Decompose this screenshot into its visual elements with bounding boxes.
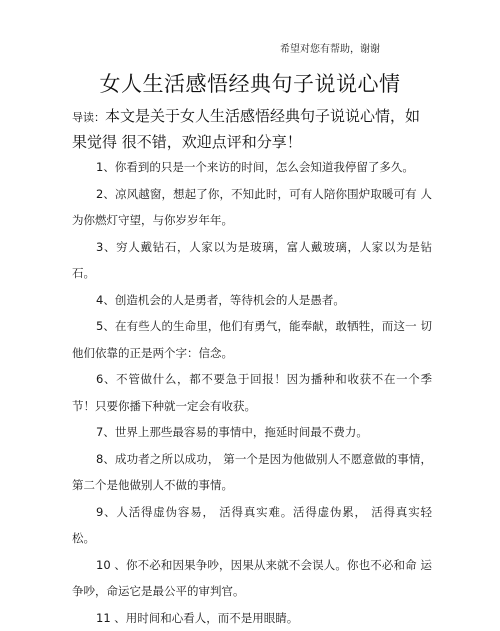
intro-label: 导读：	[72, 111, 105, 124]
list-item: 11 、用时间和心看人，而不是用眼睛。	[72, 605, 432, 631]
list-item: 2、凉风越窗，想起了你，不知此时，可有人陪你围炉取暖可有 人为你燃灯守望，与你岁岁年年。	[72, 181, 432, 234]
list-item: 5、在有些人的生命里，他们有勇气，能奉献，敢牺牲，而这一 切他们依靠的正是两个字：信念。	[72, 313, 432, 366]
intro-paragraph	[72, 104, 432, 155]
list-item: 8、成功者之所以成功， 第一个是因为他做别人不愿意做的事情，第二个是他做别人不做的事情。	[72, 446, 432, 499]
list-item: 6、不管做什么，都不要急于回报！因为播种和收获不在一个季 节！只要你播下种就一定会有收获。	[72, 366, 432, 419]
header-note: 希望对您有帮助，谢谢	[280, 40, 380, 55]
intro-text: 本文是关于女人生活感悟经典句子说说心情，如果觉得 很不错，欢迎点评和分享！	[72, 107, 420, 151]
list-item: 4、创造机会的人是勇者，等待机会的人是愚者。	[72, 287, 432, 314]
list-item: 7、世界上那些最容易的事情中，拖延时间最不费力。	[72, 419, 432, 446]
list-item: 9、人活得虚伪容易， 活得真实难。活得虚伪累， 活得真实轻松。	[72, 499, 432, 552]
page-title: 女人生活感悟经典句子说说心情	[0, 68, 500, 98]
list-item: 1、你看到的只是一个来访的时间，怎么会知道我停留了多久。	[72, 154, 432, 181]
list-item: 3、穷人戴钻石，人家以为是玻璃，富人戴玻璃，人家以为是钻 石。	[72, 234, 432, 287]
list-item: 10 、你不必和因果争吵，因果从来就不会误人。你也不必和命 运争吵，命运它是最公平的审判官。	[72, 552, 432, 605]
quote-list	[72, 154, 432, 631]
